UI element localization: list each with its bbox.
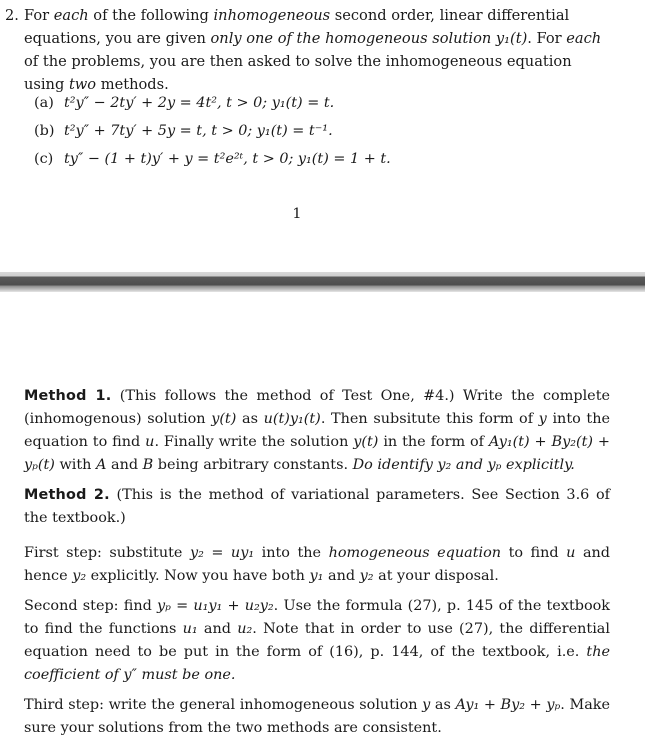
method-two-title: Method 2. [24, 487, 110, 503]
second-step-paragraph: Second step: find yₚ = u₁y₁ + u₂y₂. Use the formula (27), p. 145 of the textbook to find the functions u₁ and u₂. Note that in order to use (27), the differential equation need to be put in the form of (16), p. 144, of the textbook, i.e. the coefficient of y″ must be one. [24, 598, 610, 683]
page-two [0, 292, 645, 742]
method-two-paragraph: Method 2. (This is the method of variational parameters. See Section 3.6 of the textbook.) [24, 487, 610, 526]
equation-c: (c) ty″ − (1 + t)y′ + y = t²e²ᵗ, t > 0; y₁(t) = 1 + t. [34, 151, 391, 167]
third-step-paragraph: Third step: write the general inhomogeneous solution y as Ay₁ + By₂ + yₚ. Make sure your solutions from the two methods are consistent. [24, 697, 611, 736]
page-number: 1 [292, 206, 302, 222]
problem-statement [5, 4, 613, 96]
problem-intro: For each of the following inhomogeneous second order, linear differential equations, you are given only one of the homogeneous solution y₁(t). For each of the problems, you are then asked to solve the inhomogeneous equation using two methods. [24, 7, 602, 93]
problem-number: 2. [5, 7, 19, 24]
page-one [0, 0, 645, 272]
equation-b: (b) t²y″ + 7ty′ + 5y = t, t > 0; y₁(t) = t⁻¹. [34, 123, 333, 139]
first-step-paragraph: First step: substitute y₂ = uy₁ into the homogeneous equation to find u and hence y₂ explicitly. Now you have both y₁ and y₂ at your disposal. [24, 545, 611, 584]
equation-list [34, 89, 391, 173]
methods-content [24, 385, 610, 747]
method-one-paragraph: Method 1. (This follows the method of Test One, #4.) Write the complete (inhomogenous) solution y(t) as u(t)y₁(t). Then subsitute this form of y into the equation to find u. Finally write the solution y(t) in the form of Ay₁(t) + By₂(t) + yₚ(t) with A and B being arbitrary constants. Do identify y₂ and yₚ explicitly. [24, 388, 610, 473]
page-divider [0, 272, 645, 292]
equation-a: (a) t²y″ − 2ty′ + 2y = 4t², t > 0; y₁(t) = t. [34, 95, 335, 111]
method-one-title: Method 1. [24, 388, 112, 404]
